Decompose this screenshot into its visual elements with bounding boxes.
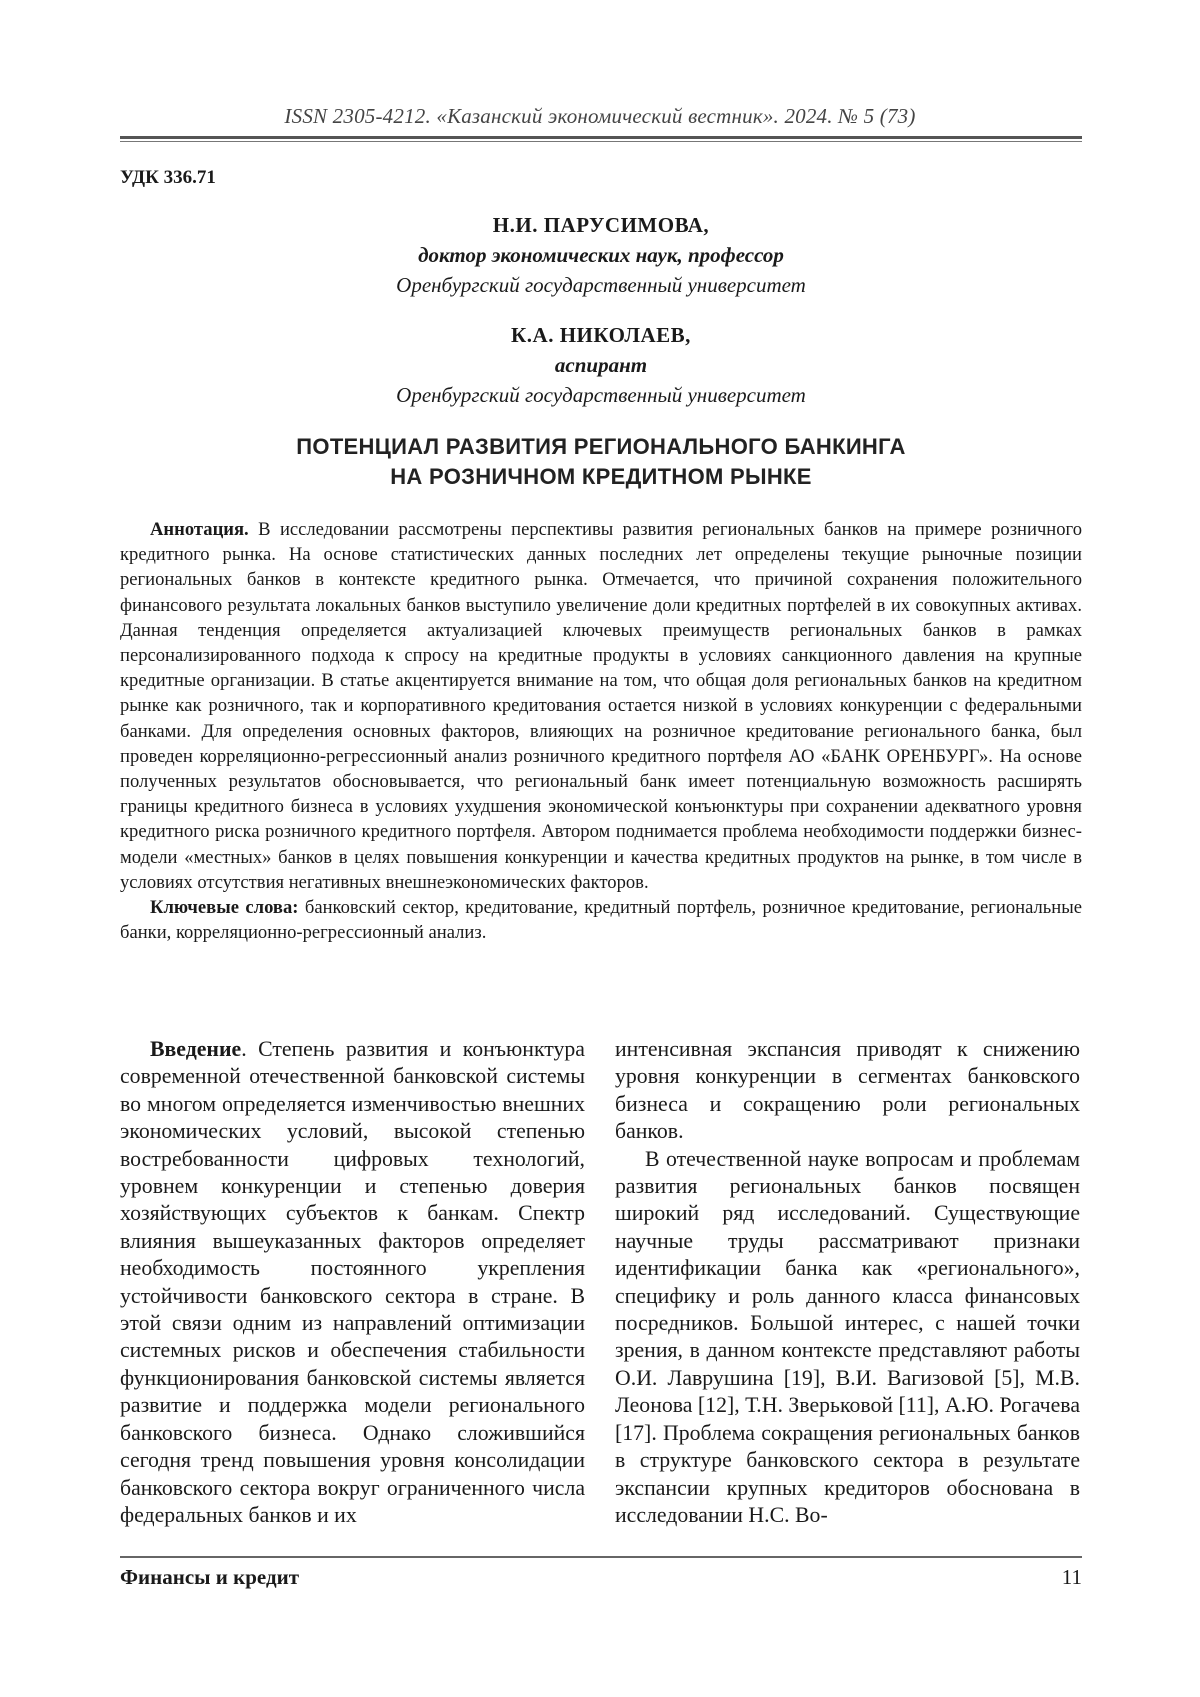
- abstract-label: Аннотация.: [150, 519, 249, 540]
- body-paragraph: В отечественной науке вопросам и проблемам развития региональных банков посвящен широкий ряд исследований. Существующие научные труды рассматривают признаки идентификации банка как «регионального», специфику и роль данного класса финансовых посредников. Большой интерес, с нашей точки зрения, в данном контексте представляют работы О.И. Лаврушина [19], В.И. Вагизовой [5], М.В. Леонова [12], Т.Н. Зверьковой [11], А.Ю. Рогачева [17]. Проблема сокращения региональных банков в структуре банковского сектора в результате экспансии крупных кредиторов обоснована в исследовании Н.С. Во-: [615, 1146, 1080, 1527]
- article-title-line-1: ПОТЕНЦИАЛ РАЗВИТИЯ РЕГИОНАЛЬНОГО БАНКИНГА: [296, 434, 906, 459]
- abstract: [120, 517, 1082, 945]
- article-title-line-2: НА РОЗНИЧНОМ КРЕДИТНОМ РЫНКЕ: [390, 464, 812, 489]
- abstract-text: В исследовании рассмотрены перспективы развития региональных банков на примере розничного кредитного рынка. На основе статистических данных последних лет определены текущие рыночные позиции региональных банков в контексте кредитного рынка. Отмечается, что причиной сохранения положительного финансового результата локальных банков выступило увеличение доли кредитных портфелей в их совокупных активах. Данная тенденция определяется актуализацией ключевых преимуществ региональных банков в рамках персонализированного подхода к спросу на кредитные продукты в условиях санкционного давления на крупные кредитные организации. В статье акцентируется внимание на том, что общая доля региональных банков на кредитном рынке как розничного, так и корпоративного кредитования остается низкой в условиях конкуренции с федеральными банками. Для определения основных факторов, влияющих на розничное кредитование регионального банка, был проведен корреляционно-регрессионный анализ розничного кредитного портфеля АО «БАНК ОРЕНБУРГ». На основе полученных результатов обосновывается, что региональный банк имеет потенциальную возможность расширять границы кредитного бизнеса в условиях ухудшения экономической конъюнктуры при сохранении адекватного уровня кредитного риска розничного кредитного портфеля. Автором поднимается проблема необходимости поддержки бизнес-модели «местных» банков в целях повышения конкуренции и качества кредитных продуктов на рынке, в том числе в условиях отсутствия негативных внешнеэкономических факторов.: [120, 519, 1082, 893]
- abstract-paragraph: [120, 517, 1082, 895]
- body-column-left: [120, 1036, 585, 1529]
- intro-paragraph: [120, 1036, 585, 1529]
- author-name: К.А. НИКОЛАЕВ,: [511, 323, 691, 347]
- author-block-1: [120, 210, 1082, 300]
- footer-section-name: Финансы и кредит: [120, 1565, 300, 1589]
- running-head: ISSN 2305-4212. «Казанский экономический вестник». 2024. № 5 (73): [284, 104, 916, 128]
- author-affiliation: Оренбургский государственный университет: [396, 273, 806, 297]
- author-name: Н.И. ПАРУСИМОВА,: [492, 213, 710, 237]
- article-title: [120, 432, 1082, 492]
- author-title: доктор экономических наук, профессор: [418, 243, 784, 267]
- keywords-label: Ключевые слова:: [150, 897, 299, 919]
- author-affiliation: Оренбургский государственный университет: [396, 383, 806, 407]
- footer-rule: [120, 1556, 1082, 1558]
- page-number: 11: [1061, 1565, 1082, 1589]
- udc-code: УДК 336.71: [120, 167, 216, 188]
- intro-text: . Степень развития и конъюнктура современной отечественной банковской системы во многом определяется изменчивостью внешних экономических условий, высокой степенью востребованности цифровых технологий, уровнем конкуренции и степенью доверия хозяйствующих субъектов к банкам. Спектр влияния вышеуказанных факторов определяет необходимость постоянного укрепления устойчивости банковского сектора в стране. В этой связи одним из направлений оптимизации системных рисков и обеспечения стабильности функционирования банковской системы является развитие и поддержка модели регионального банковского бизнеса. Однако сложившийся сегодня тренд повышения уровня консолидации банковского сектора вокруг ограниченного числа федеральных банков и их: [120, 1037, 585, 1527]
- author-title: аспирант: [554, 353, 648, 377]
- body-column-right: [615, 1036, 1080, 1529]
- header-rule-thin: [120, 141, 1082, 142]
- intro-label: Введение: [150, 1037, 242, 1061]
- keywords-text: банковский сектор, кредитование, кредитный портфель, розничное кредитование, региональные банки, корреляционно-регрессионный анализ.: [120, 897, 1082, 944]
- keywords-paragraph: [120, 895, 1082, 945]
- body-paragraph-continued: интенсивная экспансия приводят к снижению уровня конкуренции в сегментах банковского бизнеса и сокращению роли региональных банков.: [615, 1037, 1080, 1144]
- header-rule: [120, 136, 1082, 139]
- author-block-2: [120, 320, 1082, 410]
